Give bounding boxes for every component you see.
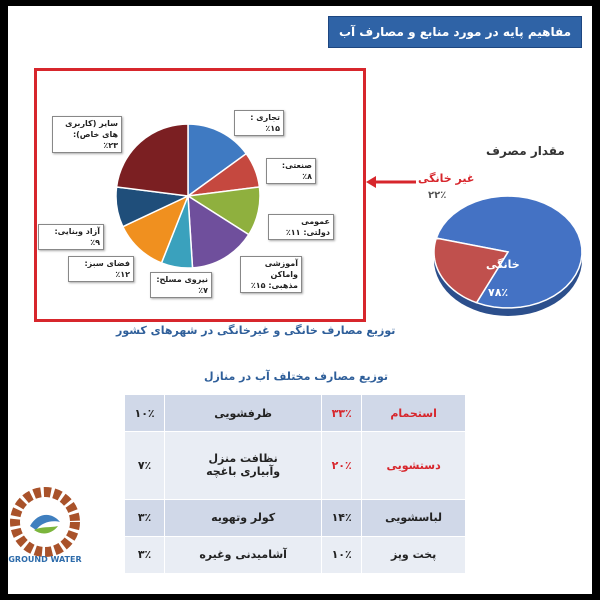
ground-water-logo	[8, 482, 82, 578]
table-cell: کولر وتهویه	[165, 499, 322, 536]
table-cell: پخت وپز	[362, 536, 466, 573]
pie-label-0: تجاری : ۱۵٪	[234, 110, 284, 136]
table-row	[125, 395, 466, 432]
table-cell: استحمام	[362, 395, 466, 432]
pie-label-6: آزاد وبنایی: ۹٪	[38, 224, 104, 250]
pie-label-7: سایر (کاربری های خاص): ۲۳٪	[52, 116, 122, 153]
pie-slice-7	[117, 124, 188, 196]
non-domestic-breakdown-pie	[116, 124, 260, 268]
table-row	[125, 499, 466, 536]
table-cell: ۷٪	[125, 432, 165, 499]
household-usage-table	[124, 394, 466, 574]
nondomestic-value: ۲۲٪	[428, 190, 447, 201]
table-row	[125, 536, 466, 573]
table-cell: ۱۰٪	[322, 536, 362, 573]
svg-text:GROUND WATER: GROUND WATER	[8, 555, 82, 564]
table-cell: دستشویی	[362, 432, 466, 499]
table-cell: ۳٪	[125, 536, 165, 573]
nondomestic-label: غیر خانگی	[418, 172, 475, 185]
pie-caption: توزیع مصارف خانگی و غیرخانگی در شهرهای کشور	[116, 324, 396, 337]
table-cell: ۲۰٪	[322, 432, 362, 499]
slide-title: مفاهیم پایه در مورد منابع و مصارف آب	[328, 16, 582, 48]
connector-arrow	[366, 176, 416, 188]
table-cell: لباسشویی	[362, 499, 466, 536]
pie-label-5: فضای سبز: ۱۲٪	[68, 256, 134, 282]
table-cell: آشامیدنی وغیره	[165, 536, 322, 573]
table-cell: نظافت منزل وآبیاری باغچه	[165, 432, 322, 499]
domestic-value: ۷۸٪	[488, 286, 509, 299]
small-pie-title: مقدار مصرف	[486, 144, 565, 158]
pie-label-4: نیروی مسلح: ۷٪	[150, 272, 212, 298]
table-cell: ظرفشویی	[165, 395, 322, 432]
table-cell: ۳۳٪	[322, 395, 362, 432]
pie-label-3: آموزشی واماکن مذهبی: ۱۵٪	[240, 256, 302, 293]
logo-icon	[8, 482, 82, 578]
table-cell: ۱۰٪	[125, 395, 165, 432]
table-row	[125, 432, 466, 499]
pie-label-1: صنعتی: ۸٪	[266, 158, 316, 184]
table-title: توزیع مصارف مختلف آب در منازل	[204, 370, 388, 383]
pie-label-2: عمومی دولتی: ۱۱٪	[268, 214, 334, 240]
domestic-label: خانگی	[486, 258, 520, 271]
table-cell: ۳٪	[125, 499, 165, 536]
table-cell: ۱۴٪	[322, 499, 362, 536]
slide	[8, 6, 592, 594]
